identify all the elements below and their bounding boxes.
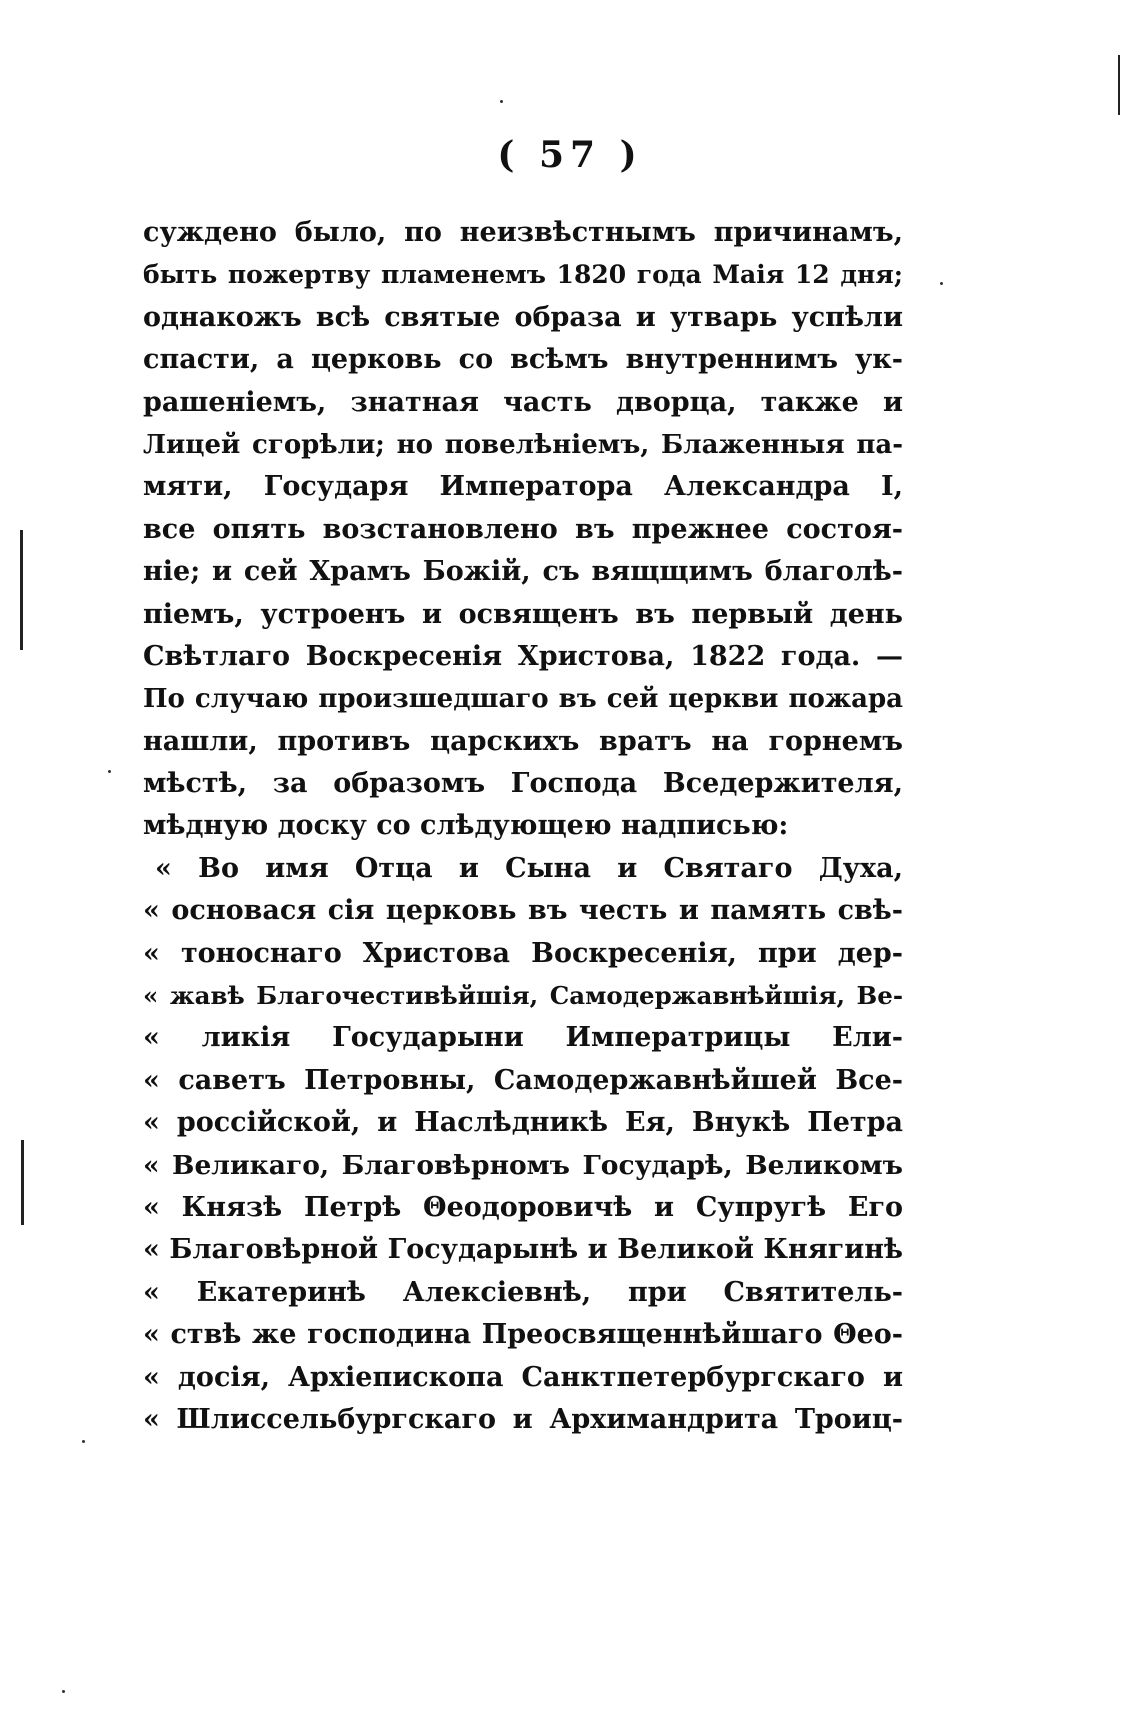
- page-number: ( 57 ): [497, 134, 643, 176]
- text-line: спасти, а церковь со всѣмъ внутреннимъ ук-: [143, 344, 903, 376]
- text-line: суждено было, по неизвѣстнымъ причинамъ,: [143, 217, 903, 248]
- text-line: рашеніемъ, знатная часть дворца, также и: [143, 386, 903, 418]
- text-line: піемъ, устроенъ и освященъ въ первый день: [143, 598, 903, 630]
- inscription-line: « Великаго, Благовѣрномъ Государѣ, Великомъ: [143, 1149, 903, 1181]
- text-line: Лицей сгорѣли; но повелѣніемъ, Блаженныя па-: [143, 429, 903, 460]
- scan-speck: [82, 1440, 85, 1443]
- text-line: мяти, Государя Императора Александра I,: [143, 471, 903, 503]
- inscription-line: « Екатеринѣ Алексіевнѣ, при Святитель-: [143, 1276, 903, 1308]
- text-line: мѣдную доску со слѣдующею надписью:: [143, 810, 789, 842]
- inscription-line: « Шлиссельбургскаго и Архимандрита Троиц-: [143, 1403, 903, 1435]
- inscription-line: « россійской, и Наслѣдникѣ Ея, Внукѣ Петра: [143, 1107, 903, 1139]
- inscription-line: « жавѣ Благочестивѣйшія, Самодержавнѣйшія, Ве-: [143, 981, 903, 1011]
- text-line: ніе; и сей Храмъ Божій, съ вящщимъ благолѣ-: [143, 556, 903, 588]
- text-line: нашли, противъ царскихъ вратъ на горнемъ: [143, 725, 903, 757]
- inscription-line: « основася сія церковь въ честь и память свѣ-: [143, 895, 903, 927]
- text-line: По случаю произшедшаго въ сей церкви пожара: [143, 684, 903, 715]
- text-line: мѣстѣ, за образомъ Господа Вседержителя,: [143, 768, 903, 800]
- inscription-line: « ствѣ же господина Преосвященнѣйшаго Θео-: [143, 1319, 903, 1351]
- inscription-line: « саветъ Петровны, Самодержавнѣйшей Все-: [143, 1064, 903, 1096]
- inscription-line: « тоноснаго Христова Воскресенія, при дер-: [143, 937, 903, 969]
- scan-speck: [500, 100, 503, 103]
- text-line: однакожъ всѣ святые образа и утварь успѣли: [143, 301, 903, 333]
- inscription-line: « Во имя Отца и Сына и Святаго Духа,: [155, 852, 903, 884]
- scan-edge-mark: [20, 530, 23, 650]
- inscription-line: « досія, Архіепископа Санктпетербургскаго и: [143, 1361, 903, 1393]
- text-line: Свѣтлаго Воскресенія Христова, 1822 года. —: [143, 640, 903, 672]
- inscription-line: « Князѣ Петрѣ Θеодоровичѣ и Супругѣ Его: [143, 1191, 903, 1223]
- scan-speck: [940, 282, 943, 285]
- text-line: быть пожертву пламенемъ 1820 года Маія 12 дня;: [143, 260, 903, 290]
- scan-speck: [62, 1690, 65, 1693]
- scan-edge-mark: [21, 1140, 24, 1225]
- body-text: [143, 212, 903, 1441]
- scan-edge-mark: [1118, 55, 1120, 115]
- text-line: все опять возстановлено въ прежнее состоя-: [143, 513, 903, 545]
- scan-speck: [108, 770, 111, 773]
- inscription-line: « Благовѣрной Государынѣ и Великой Княгинѣ: [143, 1234, 903, 1266]
- inscription-line: « ликія Государыни Императрицы Ели-: [143, 1022, 903, 1054]
